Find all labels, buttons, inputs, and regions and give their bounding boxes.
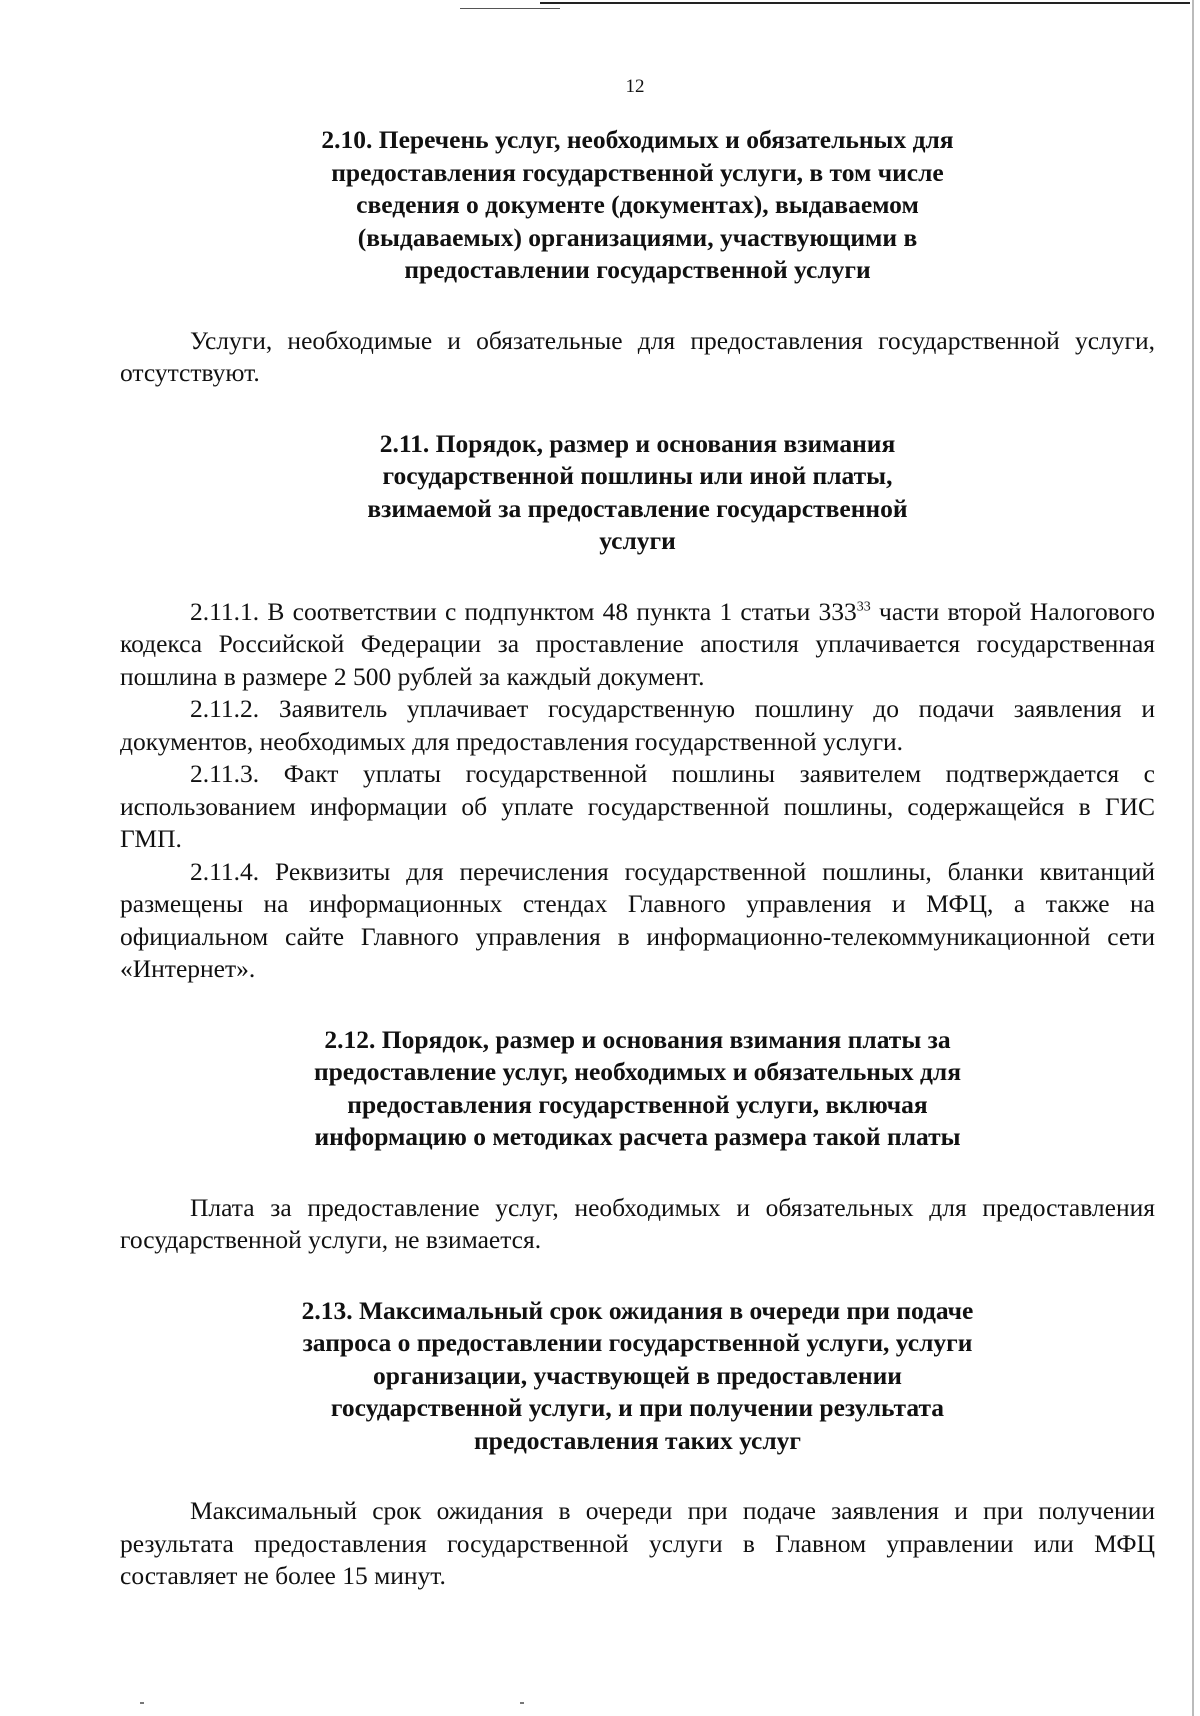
- paragraph: 2.11.3. Факт уплаты государственной пошлины заявителем подтверждается с использованием информации об уплате государственной пошлины, содержащейся в ГИС ГМП.: [120, 759, 1155, 853]
- section-heading: 2.13. Максимальный срок ожидания в очереди при подаче запроса о предоставлении государственной услуги, услуги организации, участвующей в предоставлении государственной услуги, и при получении результата предоставления таких услуг: [301, 1295, 974, 1455]
- document-body: [120, 124, 1155, 1593]
- section-heading: 2.11. Порядок, размер и основания взимания государственной пошлины или иной платы, взимаемой за предоставление государственной услуги: [367, 428, 908, 555]
- paragraph: Плата за предоставление услуг, необходимых и обязательных для предоставления государственной услуги, не взимается.: [120, 1192, 1155, 1254]
- section-heading: 2.10. Перечень услуг, необходимых и обязательных для предоставления государственной услуги, в том числе сведения о документе (документах), выдаваемом (выдаваемых) организациями, участвующими в предоставлении государственной услуги: [321, 125, 954, 284]
- paragraph: 2.11.2. Заявитель уплачивает государственную пошлину до подачи заявления и документов, необходимых для предоставления государственной услуги.: [120, 694, 1155, 756]
- page-number: 12: [625, 76, 645, 97]
- paragraph: Максимальный срок ожидания в очереди при подаче заявления и при получении результата предоставления государственной услуги в Главном управлении или МФЦ составляет не более 15 минут.: [120, 1496, 1155, 1590]
- section-heading: 2.12. Порядок, размер и основания взимания платы за предоставление услуг, необходимых и обязательных для предоставления государственной услуги, включая информацию о методиках расчета размера такой платы: [313, 1024, 962, 1151]
- scan-artifact-line: [460, 8, 560, 9]
- scan-artifact-line: [540, 2, 1190, 4]
- paragraph: Услуги, необходимые и обязательные для предоставления государственной услуги, отсутствуют.: [120, 325, 1155, 387]
- paragraph-text: части второй Налогового кодекса Российской Федерации за проставление апостиля уплачивается государственная пошлина в размере 2 500 рублей за каждый документ.: [120, 596, 1155, 691]
- paragraph-text: 2.11.1. В соответствии с подпунктом 48 пункта 1 статьи 333: [190, 596, 857, 626]
- superscript: 33: [856, 599, 871, 614]
- page-edge: [1192, 0, 1194, 1716]
- paragraph: [120, 596, 1155, 694]
- paragraph: 2.11.4. Реквизиты для перечисления государственной пошлины, бланки квитанций размещены на информационных стендах Главного управления и МФЦ, а также на официальном сайте Главного управления в информационно-телекоммуникационной сети «Интернет».: [120, 856, 1155, 983]
- scan-artifact-mark: [140, 1702, 144, 1704]
- scan-artifact-mark: [520, 1702, 524, 1704]
